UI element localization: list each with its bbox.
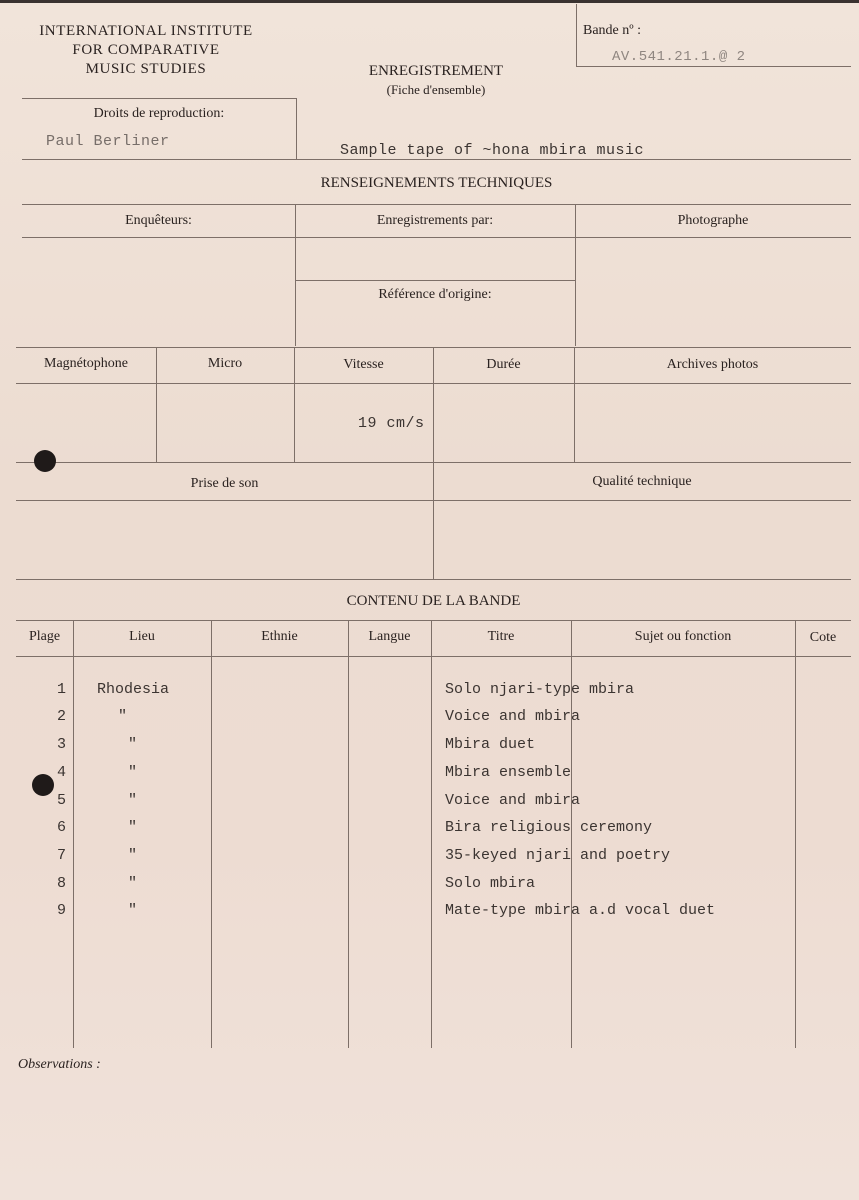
form-title: ENREGISTREMENT (368, 63, 504, 79)
track-titre: Voice and mbira (445, 792, 581, 809)
droits-label: Droits de reproduction: (93, 106, 225, 121)
track-lieu: " (128, 819, 138, 836)
reference-rule (295, 280, 575, 281)
droits-value: Paul Berliner (46, 133, 170, 150)
col-header-sujet: Sujet ou fonction (634, 629, 732, 644)
header-bottom-rule (22, 159, 851, 160)
track-titre: Solo mbira (445, 875, 536, 892)
prise-de-son-label: Prise de son (190, 476, 259, 491)
contents-section-title: CONTENU DE LA BANDE (346, 593, 521, 609)
col-header-cote: Cote (809, 630, 837, 645)
bande-number-value: AV.541.21.1.@ 2 (612, 49, 746, 65)
bande-box-left-border (576, 4, 577, 66)
track-titre: Mbira duet (445, 736, 536, 753)
tape-description: Sample tape of ~hona mbira music (340, 142, 645, 159)
col-header-ethnie: Ethnie (261, 629, 298, 644)
magnetophone-label: Magnétophone (44, 356, 128, 371)
scan-top-edge (0, 0, 859, 3)
institute-name-line1: INTERNATIONAL INSTITUTE (39, 23, 253, 39)
col-header-lieu: Lieu (129, 629, 155, 644)
track-row (0, 902, 859, 929)
reference-label: Référence d'origine: (378, 287, 492, 302)
track-titre: Bira religious ceremony (445, 819, 653, 836)
col-header-langue: Langue (368, 629, 411, 644)
track-plage: 1 (56, 681, 66, 698)
track-titre: 35-keyed njari and poetry (445, 847, 671, 864)
track-plage: 9 (56, 902, 66, 919)
track-lieu: " (128, 764, 138, 781)
col-header-titre: Titre (487, 629, 515, 644)
institute-name-line2: FOR COMPARATIVE (72, 42, 220, 58)
track-row (0, 875, 859, 902)
tech-label-rule (22, 237, 851, 238)
track-plage: 8 (56, 875, 66, 892)
track-lieu: " (118, 708, 128, 725)
track-lieu: " (128, 736, 138, 753)
track-plage: 3 (56, 736, 66, 753)
punch-hole-top (34, 450, 56, 472)
track-plage: 2 (56, 708, 66, 725)
vitesse-value: 19 cm/s (358, 415, 425, 432)
institute-name-line3: MUSIC STUDIES (85, 61, 207, 77)
track-row (0, 736, 859, 763)
enqueteurs-label: Enquêteurs: (125, 213, 192, 228)
contents-header-rule (16, 656, 851, 657)
track-lieu: " (128, 847, 138, 864)
contents-title-rule (16, 620, 851, 621)
track-row (0, 847, 859, 874)
track-plage: 4 (56, 764, 66, 781)
form-subtitle: (Fiche d'ensemble) (386, 82, 486, 97)
col-header-plage: Plage (28, 629, 61, 644)
track-titre: Solo njari-type mbira (445, 681, 635, 698)
punch-hole-bottom (32, 774, 54, 796)
track-lieu: Rhodesia (97, 681, 170, 698)
technical-section-title: RENSEIGNEMENTS TECHNIQUES (320, 175, 553, 191)
track-plage: 5 (56, 792, 66, 809)
track-lieu: " (128, 792, 138, 809)
droits-box-right-border (296, 98, 297, 159)
bande-box-bottom-border (576, 66, 851, 67)
track-titre: Mate-type mbira a.d vocal duet (445, 902, 716, 919)
track-row (0, 792, 859, 819)
track-lieu: " (128, 902, 138, 919)
track-row (0, 819, 859, 846)
track-plage: 6 (56, 819, 66, 836)
equipment-label-rule (16, 383, 851, 384)
micro-label: Micro (207, 356, 243, 371)
bande-label: Bande nº : (583, 23, 641, 38)
enregistrements-label: Enregistrements par: (376, 213, 494, 228)
track-titre: Mbira ensemble (445, 764, 572, 781)
track-row (0, 764, 859, 791)
technical-bottom-rule (16, 579, 851, 580)
qualite-technique-label: Qualité technique (592, 474, 692, 489)
track-titre: Voice and mbira (445, 708, 581, 725)
photographe-label: Photographe (677, 213, 749, 228)
track-row (0, 708, 859, 735)
droits-box-top-border (22, 98, 296, 99)
track-row (0, 681, 859, 708)
track-lieu: " (128, 875, 138, 892)
vitesse-label: Vitesse (343, 357, 384, 372)
duree-label: Durée (486, 357, 521, 372)
observations-label: Observations : (18, 1057, 101, 1072)
prise-label-rule (16, 500, 851, 501)
technical-title-rule (22, 204, 851, 205)
archives-photos-label: Archives photos (666, 357, 759, 372)
track-plage: 7 (56, 847, 66, 864)
